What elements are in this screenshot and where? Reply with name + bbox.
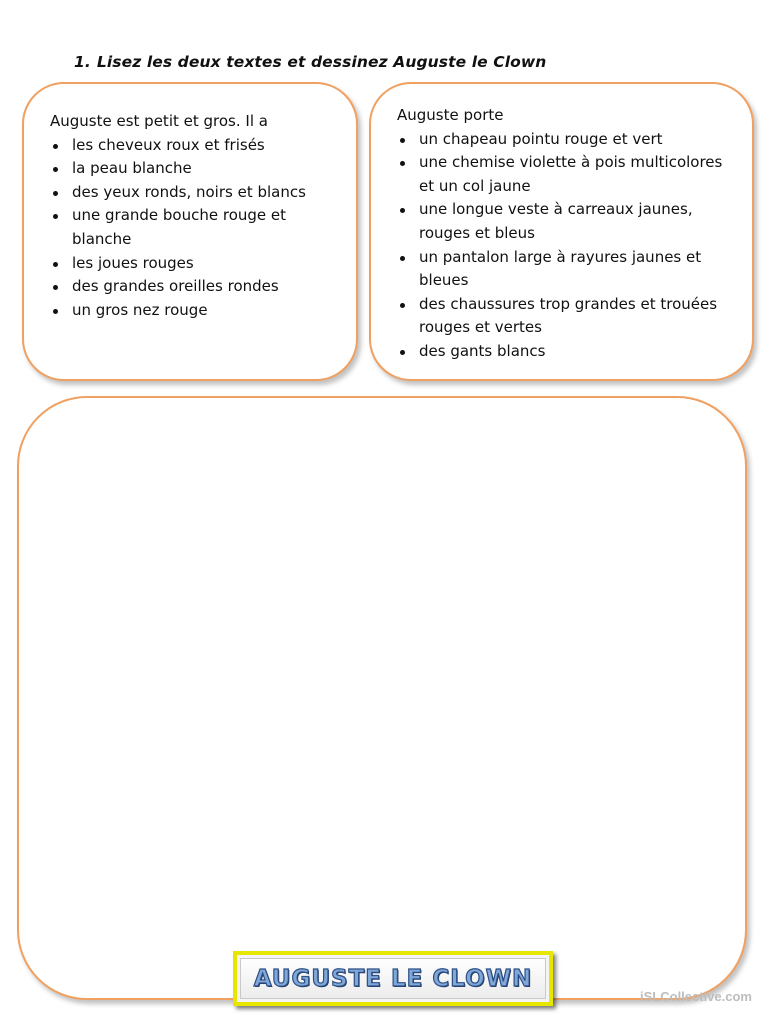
- list-item: un chapeau pointu rouge et vert: [397, 128, 742, 152]
- instruction-text: Lisez les deux textes et dessinez Auguste le Clown: [96, 53, 547, 71]
- list-item: les cheveux roux et frisés: [50, 134, 350, 158]
- instruction-number: 1.: [74, 53, 91, 71]
- instruction-heading: [74, 53, 546, 71]
- banner-title: AUGUSTE LE CLOWN: [253, 965, 533, 992]
- list-item: une chemise violette à pois multicolores et un col jaune: [397, 151, 742, 198]
- list-item: un gros nez rouge: [50, 299, 350, 323]
- clothing-description: [397, 104, 742, 364]
- list-item: des gants blancs: [397, 340, 742, 364]
- list-item: des yeux ronds, noirs et blancs: [50, 181, 350, 205]
- list-item: des grandes oreilles rondes: [50, 275, 350, 299]
- list-item: un pantalon large à rayures jaunes et bleues: [397, 246, 742, 293]
- list-item: les joues rouges: [50, 252, 350, 276]
- clothing-intro: Auguste porte: [397, 106, 504, 124]
- list-item: la peau blanche: [50, 157, 350, 181]
- list-item: une longue veste à carreaux jaunes, rouges et bleus: [397, 198, 742, 245]
- watermark: iSLCollective.com: [640, 989, 752, 1004]
- physical-description: [50, 110, 350, 322]
- description-box-physical: [22, 82, 358, 381]
- list-item: des chaussures trop grandes et trouées rouges et vertes: [397, 293, 742, 340]
- physical-list: [50, 134, 350, 323]
- title-banner: [233, 951, 553, 1006]
- physical-intro: Auguste est petit et gros. Il a: [50, 112, 268, 130]
- drawing-area[interactable]: [17, 396, 747, 1000]
- clothing-list: [397, 128, 742, 364]
- description-box-clothing: [369, 82, 754, 381]
- list-item: une grande bouche rouge et blanche: [50, 204, 350, 251]
